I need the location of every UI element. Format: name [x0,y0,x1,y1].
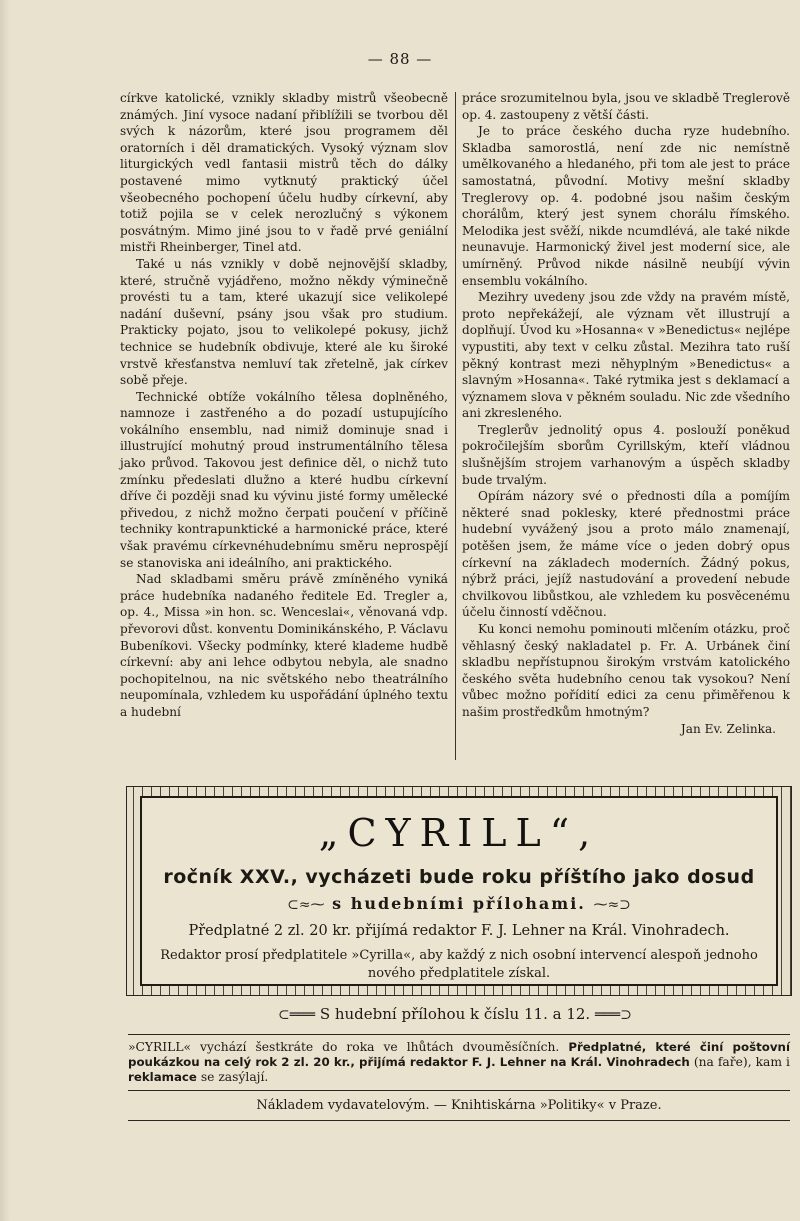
divider-rule [128,1034,790,1035]
paragraph: Treglerův jednolitý opus 4. poslouží poněkud pokročilejším sborům Cyrillským, kteří vládnou slušnějším strojem varhanovým a úspěch skladby bude trvalým. [462,422,790,487]
paragraph: práce srozumitelnou byla, jsou ve skladbě Treglerově op. 4. zastoupeny z větší části. [462,91,790,122]
subscription-price: Předplatné 2 zl. 20 kr. přijímá redaktor F. J. Lehner na Král. Vinohradech. [188,923,730,939]
page-edge-shadow [0,0,10,1221]
music-supplement-text: s hudebními přílohami. [332,894,586,913]
notice-frequency: »CYRILL« vychází šestkráte do roka ve lhůtách dvouměsíčních. [128,1040,569,1054]
volume-announcement: ročník XXV., vycházeti bude roku příštího jako dosud [163,866,755,888]
editor-request: Redaktor prosí předplatitele »Cyrilla«, aby každý z nich osobní intervencí alespoň jednoho nového předplatitele získal. [160,948,758,981]
printer-imprint: Nákladem vydavatelovým. — Knihtiskárna »Politiky« v Praze. [256,1098,662,1113]
left-column [120,90,448,721]
divider-rule [128,1090,790,1091]
publication-notice [128,1040,790,1085]
subscription-advertisement [126,786,792,996]
supplement-text: S hudební přílohou k číslu 11. a 12. [319,1005,591,1023]
flourish-right-icon: ⁓≈⊃ [593,897,631,913]
advertisement-frame [140,796,778,986]
author-signature: Jan Ev. Zelinka. [680,721,776,736]
article-columns [120,90,790,770]
page-number: — 88 — [367,50,433,68]
flourish-left-icon: ⊂≈⁓ [287,897,325,913]
music-supplement-line [142,894,776,913]
notice-location: (na faře), kam i [689,1055,790,1069]
supplement-note [120,1005,790,1023]
flourish-left-icon: ⊂═══ [278,1007,316,1023]
paragraph: církve katolické, vznikly skladby mistrů všeobecně známých. Jiní vysoce nadaní přiblížili se tvorbou děl svých k názorům, které jsou programem děl oratorních i děl dramatických. Vysoký význam slov liturgických vedl fantasii mistrů těch do dálky postavené mimo vytknutý praktický účel všeobecného pochopení účelu hudby církevní, aby totiž pojila se v celek nerozlučný s výkonem posvátným. Mimo jiné jsou to v řadě prvé geniální mistři Rheinberger, Tinel atd. [120,91,448,255]
column-divider [455,92,456,760]
paragraph: Ku konci nemohu pominouti mlčením otázku, proč věhlasný český nakladatel p. Fr. A. Urbánek činí skladbu nepřístupnou širokým vrstvám katolického českého světa hudebního cenou tak vysokou? Není vůbec možno pořídití edici za cenu přiměřenou k našim prostředkům hmotným? [462,622,790,719]
flourish-right-icon: ═══⊃ [594,1007,632,1023]
paragraph: Také u nás vznikly v době nejnovější skladby, které, stručně vyjádřeno, možno někdy výminečně provésti tu a tam, které ukazují sice velikolepé nadání duševní, psány jsou však pro studium. Prakticky pojato, jsou to velikolepé pokusy, jichž technice se hudebník obdivuje, které ale ku široké vrstvě křesťanstva nemluví tak zřetelně, jak církev sobě přeje. [120,256,448,388]
paragraph: Technické obtíže vokálního tělesa doplněného, namnoze i zastřeného a do pozadí ustupujícího vokálního ensemblu, nad nimiž dominuje snad i illustrující mohutný proud instrumentálního tělesa jako průvod. Takovou jest definice děl, o nichž tuto zmínku předeslati dlužno a které hudbu církevní dříve či později snad ku vývinu jisté formy umělecké přivedou, z nichž možno čerpati poučení v příčině techniky kontrapunktické a harmonické práce, které však pravému církevnéhudebnímu směru neprospějí se stanoviska ani ideálního, ani praktického. [120,389,448,570]
paragraph: Nad skladbami směru právě zmíněného vyniká práce hudebníka nadaného ředitele Ed. Tregler a, op. 4., Missa »in hon. sc. Wenceslai«, věnovaná vdp. převorovi důst. konventu Dominikánského, P. Václavu Bubeníkovi. Všecky podmínky, které klademe hudbě církevní: aby ani lehce odbytou nebyla, ale snadno pochopitelnou, na nic světského nebo theatrálního neupomínala, vzhledem ku uspořádání úplného textu a hudební [120,572,448,719]
paragraph: Mezihry uvedeny jsou zde vždy na pravém místě, proto nepřekážejí, ale význam vět illustrují a doplňují. Úvod ku »Hosanna« v »Benedictus« nejlépe vypustiti, aby text v celku zůstal. Mezihra tato ruší pěkný kontrast mezi něhyplným »Benedictus« a slavným »Hosanna«. Také rytmika jest s deklamací a významem slova v pěkném souladu. Nic zde všedního ani zkresleného. [462,290,790,421]
right-column [462,90,790,737]
paragraph: Je to práce českého ducha ryze hudebního. Skladba samorostlá, není zde nic nemístně umělkovaného a hledaného, při tom ale jest to práce samostatná, původní. Motivy mešní skladby Treglerovy op. 4. podobné jsou našim českým chorálům, který jest synem chorálu římského. Melodika jest svěží, nikde ncumdlévá, ale také nikde neunavuje. Harmonický živel jest moderní sice, ale umírněný. Průvod nikde násilně neubíjí vývin ensemblu vokálního. [462,124,790,288]
notice-subscription: Předplatné, které činí poštovní poukázkou na celý rok 2 zl. 20 kr., přijímá redaktor F. J. Lehner na Král. Vinohradech [128,1040,790,1069]
notice-end: se zasýlají. [196,1070,269,1084]
journal-title: „CYRILL“, [318,811,600,855]
paragraph: Opírám názory své o přednosti díla a pomíjím některé snad poklesky, které přednostmi práce hudební vyvážený jsou a proto málo znamenají, potěšen jsem, že máme více o jeden dobrý opus církevní na základech moderních. Žádný pokus, nýbrž práci, jejíž nastudování a provedení nebude chvilkovou libůstkou, ale vzhledem ku posvěcenému účelu činností vděčnou. [462,489,790,620]
notice-complaints: reklamace [128,1070,197,1084]
divider-rule [128,1120,790,1121]
